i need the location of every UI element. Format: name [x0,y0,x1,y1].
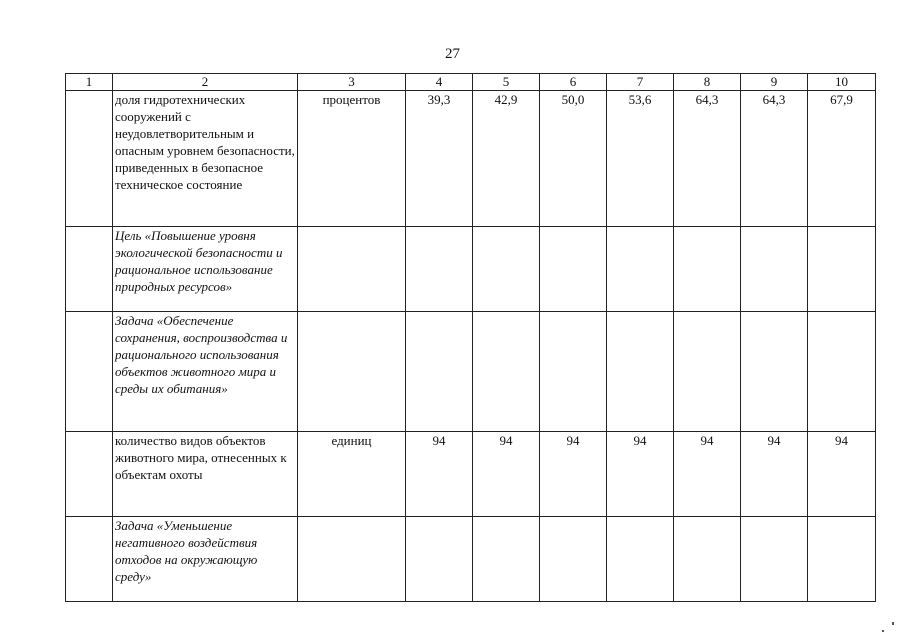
value-cell: 39,3 [406,91,473,227]
value-cell [741,227,808,312]
value-cell: 64,3 [741,91,808,227]
table-row [66,517,876,602]
column-header-4: 4 [406,74,473,91]
value-cell [473,227,540,312]
value-cell [473,312,540,432]
indicator-name-cell: доля гидротехнических сооружений с неудовлетворительным и опасным уровнем безопасности, приведенных в безопасное техническое состояние [113,91,298,227]
scan-speck [882,630,884,632]
page-number: 27 [445,46,460,62]
value-cell [674,312,741,432]
value-cell: 67,9 [808,91,876,227]
unit-cell: процентов [298,91,406,227]
value-cell: 42,9 [473,91,540,227]
task-name-cell: Задача «Уменьшение негативного воздействия отходов на окружающую среду» [113,517,298,602]
value-cell [406,227,473,312]
unit-cell [298,312,406,432]
row-number-cell [66,312,113,432]
table-row [66,91,876,227]
column-header-6: 6 [540,74,607,91]
value-cell [741,312,808,432]
value-cell: 94 [406,432,473,517]
value-cell [406,517,473,602]
value-cell [808,312,876,432]
value-cell [607,312,674,432]
unit-cell: единиц [298,432,406,517]
row-number-cell [66,432,113,517]
column-header-10: 10 [808,74,876,91]
value-cell [674,517,741,602]
value-cell: 94 [808,432,876,517]
column-header-5: 5 [473,74,540,91]
value-cell [540,312,607,432]
unit-cell [298,517,406,602]
column-header-1: 1 [66,74,113,91]
value-cell [741,517,808,602]
table-row [66,227,876,312]
value-cell [808,227,876,312]
table-row [66,432,876,517]
value-cell: 94 [540,432,607,517]
value-cell: 94 [674,432,741,517]
value-cell [540,227,607,312]
value-cell [473,517,540,602]
value-cell: 64,3 [674,91,741,227]
column-header-2: 2 [113,74,298,91]
column-header-8: 8 [674,74,741,91]
row-number-cell [66,517,113,602]
table-row [66,312,876,432]
value-cell: 53,6 [607,91,674,227]
task-name-cell: Задача «Обеспечение сохранения, воспроизводства и рационального использования объектов животного мира и среды их обитания» [113,312,298,432]
value-cell [607,227,674,312]
indicator-name-cell: количество видов объектов животного мира, отнесенных к объектам охоты [113,432,298,517]
row-number-cell [66,91,113,227]
value-cell [674,227,741,312]
value-cell [406,312,473,432]
value-cell [808,517,876,602]
value-cell [607,517,674,602]
column-header-3: 3 [298,74,406,91]
scan-speck [892,622,894,625]
row-number-cell [66,227,113,312]
value-cell [540,517,607,602]
goal-name-cell: Цель «Повышение уровня экологической безопасности и рациональное использование природных ресурсов» [113,227,298,312]
column-header-9: 9 [741,74,808,91]
indicators-table [65,73,876,602]
unit-cell [298,227,406,312]
column-header-7: 7 [607,74,674,91]
value-cell: 94 [741,432,808,517]
value-cell: 94 [607,432,674,517]
value-cell: 94 [473,432,540,517]
value-cell: 50,0 [540,91,607,227]
header-row [66,74,876,91]
